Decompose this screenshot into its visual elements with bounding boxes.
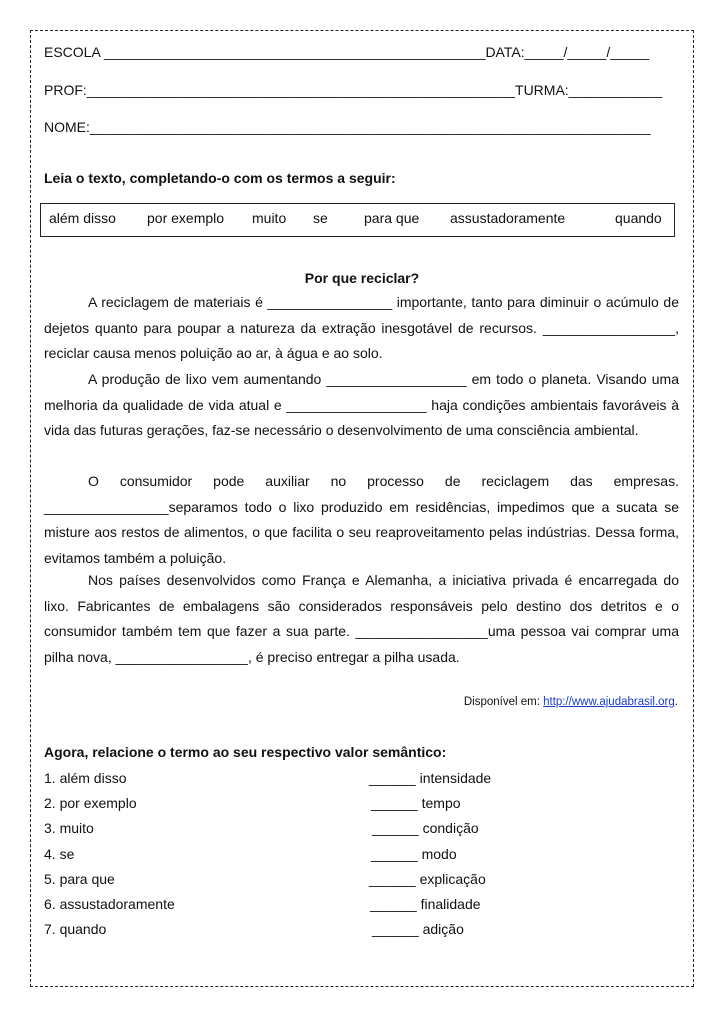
source-prefix: Disponível em: bbox=[463, 696, 544, 708]
term-item: muito bbox=[252, 210, 287, 226]
right-list-item[interactable]: ______ tempo bbox=[371, 795, 461, 811]
left-list-item: 2. por exemplo bbox=[44, 795, 137, 811]
paragraph-4: Nos países desenvolvidos como França e Alemanha, a iniciativa privada é encarregada do lixo. Fabricantes de embalagens são considerados responsáveis pelo destino dos detritos e o consumidor também tem que fazer a sua parte. _________________uma pessoa vai comprar uma pilha nova, _________________, é preciso entregar a pilha usada. bbox=[44, 572, 679, 665]
terms-box bbox=[40, 203, 675, 237]
escola-data-line[interactable]: ESCOLA _________________________________________________DATA:_____/_____/_____ bbox=[44, 44, 650, 60]
right-list-item[interactable]: ______ explicação bbox=[369, 871, 486, 887]
left-list-item: 6. assustadoramente bbox=[44, 896, 175, 912]
term-item: por exemplo bbox=[147, 210, 225, 226]
nome-line[interactable]: NOME:________________________________________________________________________ bbox=[44, 119, 651, 135]
right-list-item[interactable]: ______ condição bbox=[372, 820, 479, 836]
term-item: se bbox=[313, 210, 328, 226]
text-title: Por que reciclar? bbox=[304, 270, 420, 286]
left-list-item: 5. para que bbox=[44, 871, 115, 887]
source-citation bbox=[464, 696, 678, 708]
paragraph-1: A reciclagem de materiais é ________________ importante, tanto para diminuir o acúmulo de dejetos quanto para poupar a natureza da extração inesgotável de recursos. _________________, reciclar causa menos poluição ao ar, à água e ao solo. bbox=[44, 294, 679, 361]
left-list-item: 4. se bbox=[44, 846, 75, 862]
source-link[interactable]: http://www.ajudabrasil.org bbox=[543, 696, 675, 708]
paragraph-3: O consumidor pode auxiliar no processo de reciclagem das empresas. ________________separamos todo o lixo produzido em residências, impedimos que a sucata se misture aos restos de alimentos, o que facilita o seu reaproveitamento pelas indústrias. Dessa forma, evitamos também a poluição. bbox=[44, 473, 679, 566]
right-list-item[interactable]: ______ finalidade bbox=[370, 896, 481, 912]
right-list-item[interactable]: ______ intensidade bbox=[369, 770, 492, 786]
left-list-item: 7. quando bbox=[44, 921, 107, 937]
paragraph-2: A produção de lixo vem aumentando __________________ em todo o planeta. Visando uma melhoria da qualidade de vida atual e __________________ haja condições ambientais favoráveis à vida das futuras gerações, faz-se necessário o desenvolvimento de uma consciência ambiental. bbox=[44, 371, 679, 438]
instruction-complete-text: Leia o texto, completando-o com os termos a seguir: bbox=[44, 170, 396, 186]
term-item: além disso bbox=[49, 210, 116, 226]
right-list-item[interactable]: ______ modo bbox=[371, 846, 457, 862]
prof-turma-line[interactable]: PROF:_______________________________________________________TURMA:____________ bbox=[44, 82, 663, 98]
instruction-relate-terms: Agora, relacione o termo ao seu respectivo valor semântico: bbox=[44, 744, 447, 760]
term-item: assustadoramente bbox=[450, 210, 566, 226]
source-suffix: . bbox=[674, 696, 678, 708]
left-list-item: 3. muito bbox=[44, 820, 94, 836]
right-list-item[interactable]: ______ adição bbox=[372, 921, 464, 937]
term-item: quando bbox=[615, 210, 662, 226]
left-list-item: 1. além disso bbox=[44, 770, 127, 786]
term-item: para que bbox=[364, 210, 420, 226]
